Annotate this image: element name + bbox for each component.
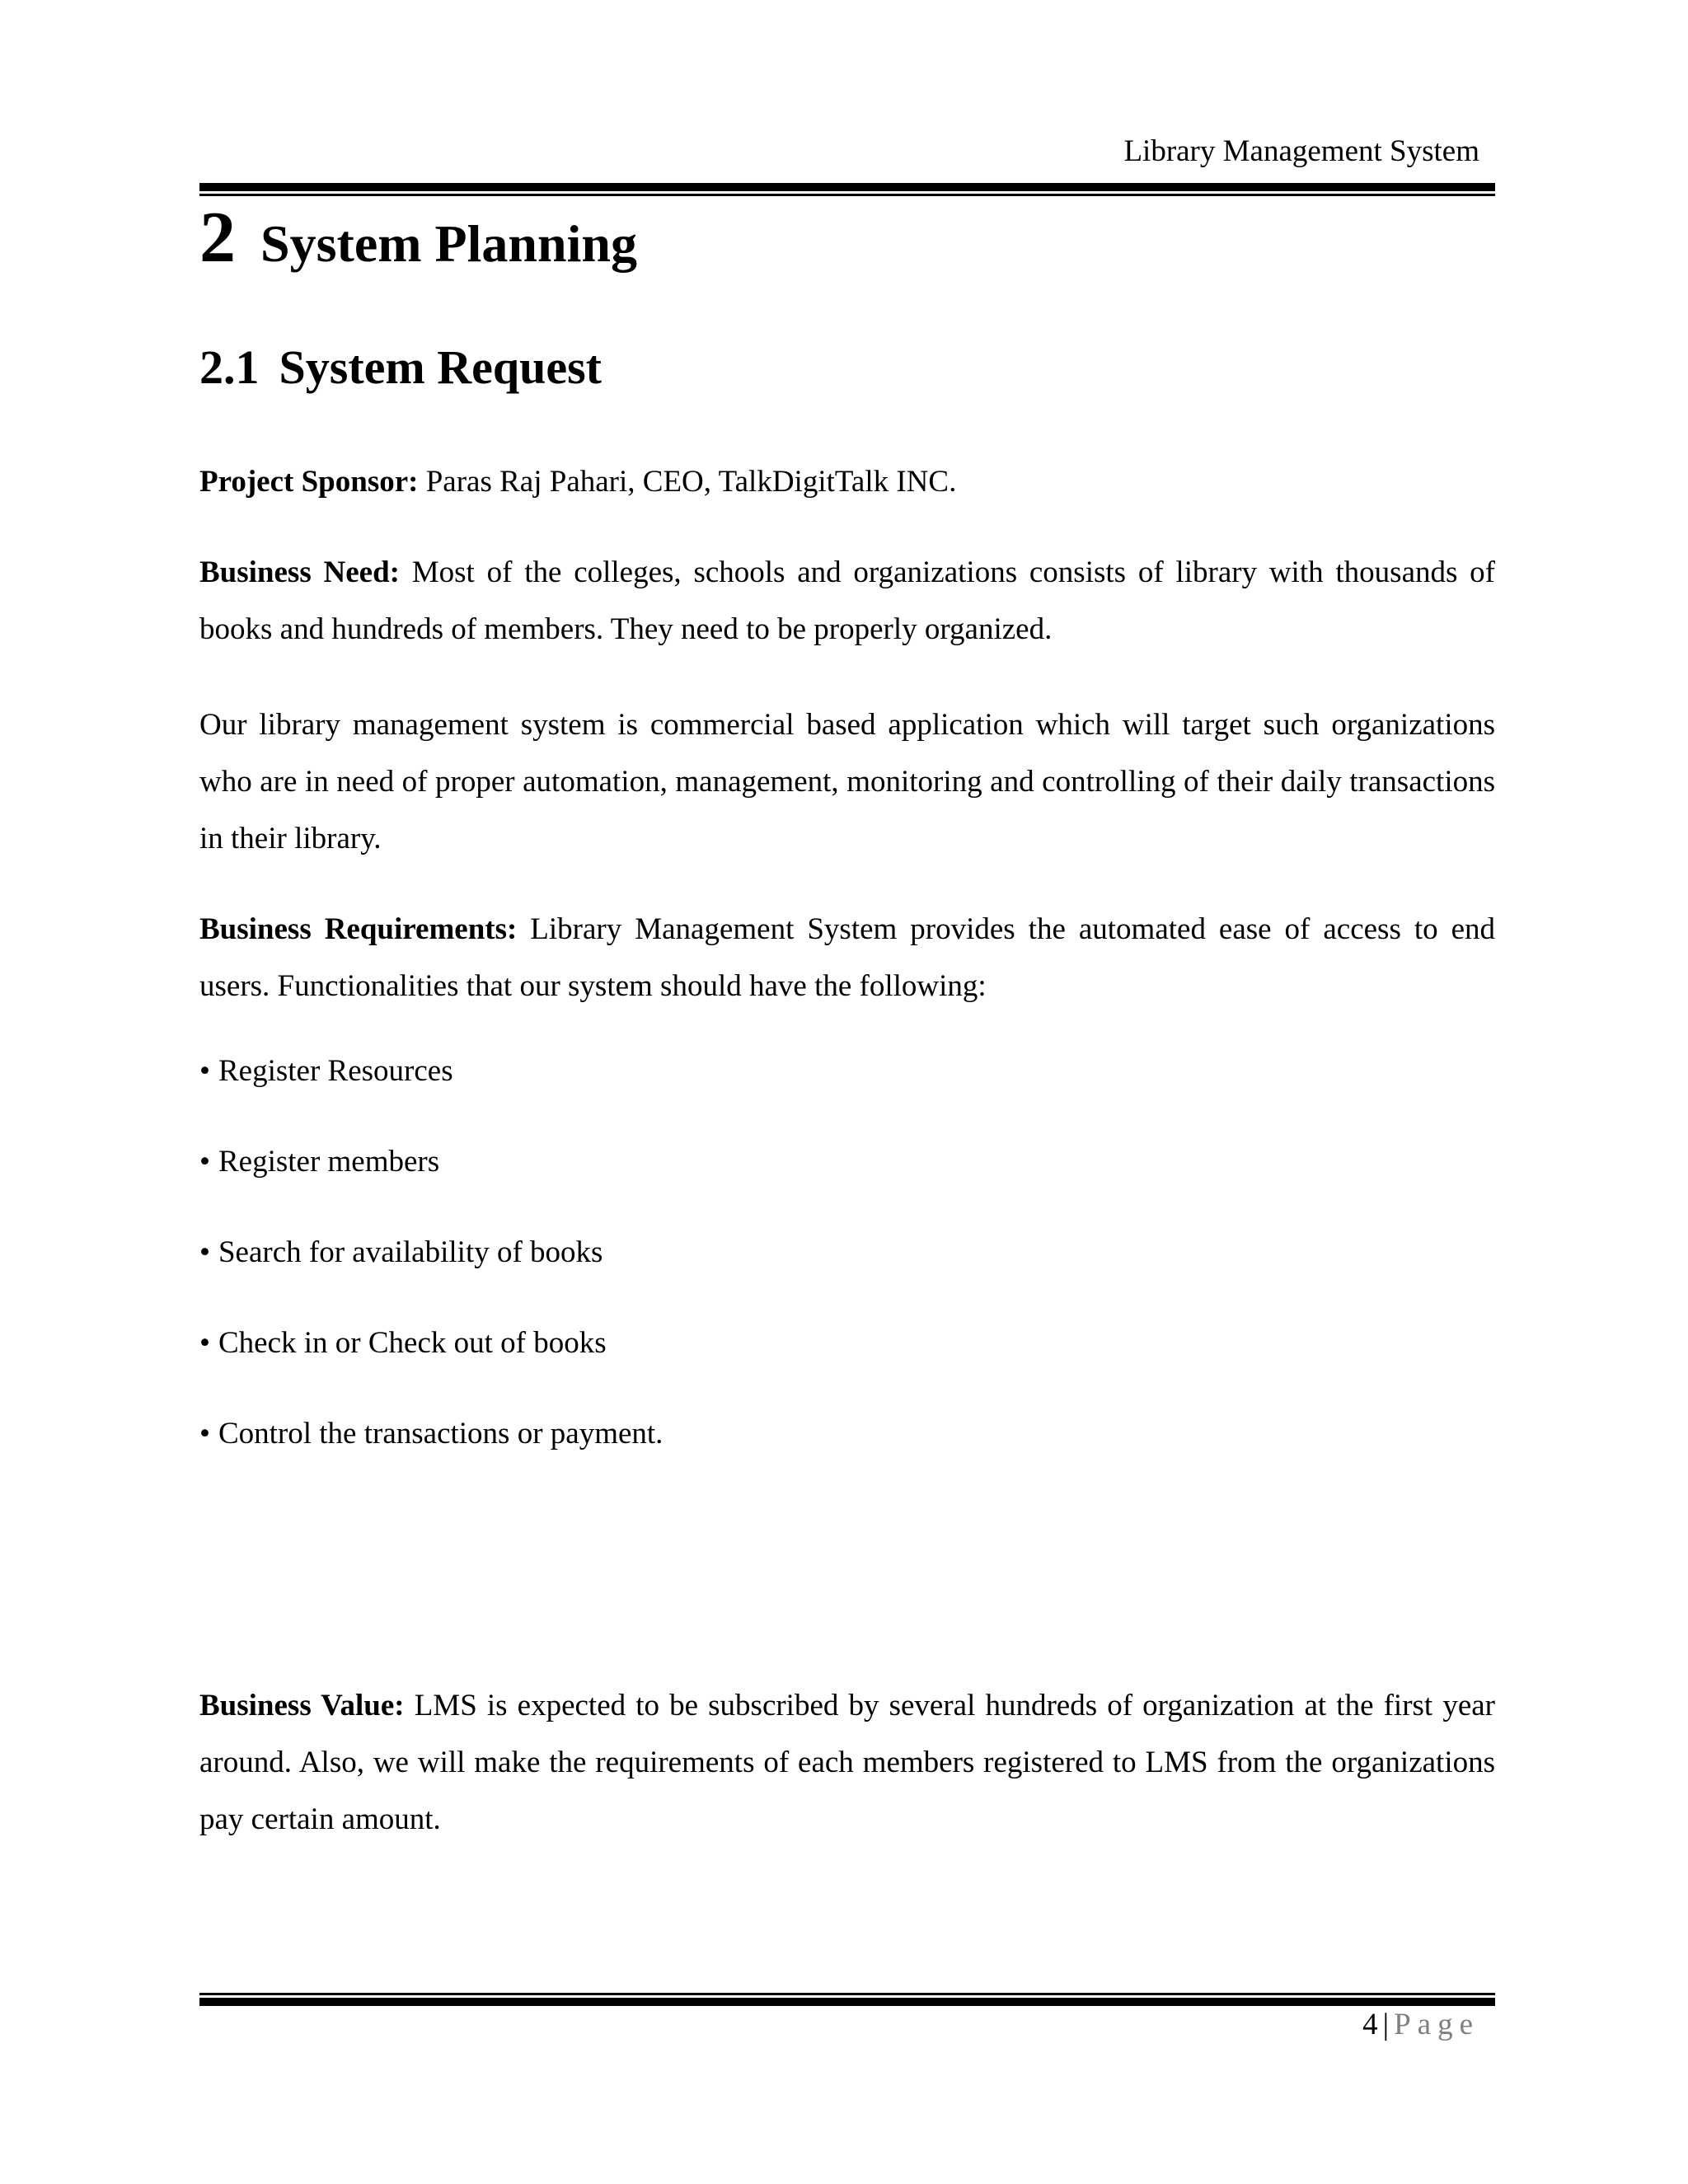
page-number-footer [1362,2009,1479,2040]
list-item [199,1133,663,1224]
header-rule-thin [199,194,1495,196]
section-number: 2.1 [199,340,260,394]
business-value-paragraph [199,1677,1495,1848]
running-header-title: Library Management System [1123,134,1479,168]
bullet-icon: • [199,1417,210,1451]
project-sponsor-paragraph [199,453,1495,510]
chapter-number: 2 [199,198,236,278]
business-need-paragraph [199,544,1495,658]
section-heading [199,341,602,394]
list-item-text: Register members [218,1145,440,1179]
business-requirements-text: Library Management System provides the automated ease of access to end users. Functionalities that our system should have the following: [199,912,1495,1003]
chapter-title: System Planning [260,214,637,273]
project-sponsor-label: Project Sponsor: [199,465,419,499]
page-word: Page [1394,2008,1479,2041]
business-value-label: Business Value: [199,1689,405,1722]
bullet-icon: • [199,1326,210,1360]
list-item [199,1224,663,1315]
business-requirements-label: Business Requirements: [199,912,518,946]
business-need-label: Business Need: [199,555,400,589]
list-item-text: Control the transactions or payment. [218,1417,663,1451]
page-number: 4 [1362,2008,1378,2041]
chapter-heading [199,198,637,278]
header-rule-thick [199,183,1495,191]
bullet-icon: • [199,1145,210,1179]
business-value-text: LMS is expected to be subscribed by several hundreds of organization at the first year around. Also, we will make the requirements of each members registered to LMS from the organizations pay certain amount. [199,1689,1495,1836]
system-description-text: Our library management system is commercial based application which will target such organizations who are in need of proper automation, management, monitoring and controlling of their daily transactions in their library. [199,708,1495,855]
footer-rule-thick [199,1998,1495,2006]
page-separator: | [1382,2008,1390,2041]
section-title: System Request [279,340,602,394]
list-item [199,1043,663,1133]
business-need-text: Most of the colleges, schools and organizations consists of library with thousands of books and hundreds of members. They need to be properly organized. [199,555,1495,646]
list-item-text: Register Resources [218,1054,453,1088]
list-item [199,1315,663,1405]
project-sponsor-text: Paras Raj Pahari, CEO, TalkDigitTalk INC. [418,465,957,499]
business-requirements-paragraph [199,901,1495,1015]
system-description-paragraph [199,696,1495,867]
list-item [199,1405,663,1496]
list-item-text: Check in or Check out of books [218,1326,607,1360]
list-item-text: Search for availability of books [218,1235,603,1269]
requirements-list [199,1043,663,1496]
bullet-icon: • [199,1054,210,1088]
footer-rule-thin [199,1993,1495,1995]
bullet-icon: • [199,1235,210,1269]
